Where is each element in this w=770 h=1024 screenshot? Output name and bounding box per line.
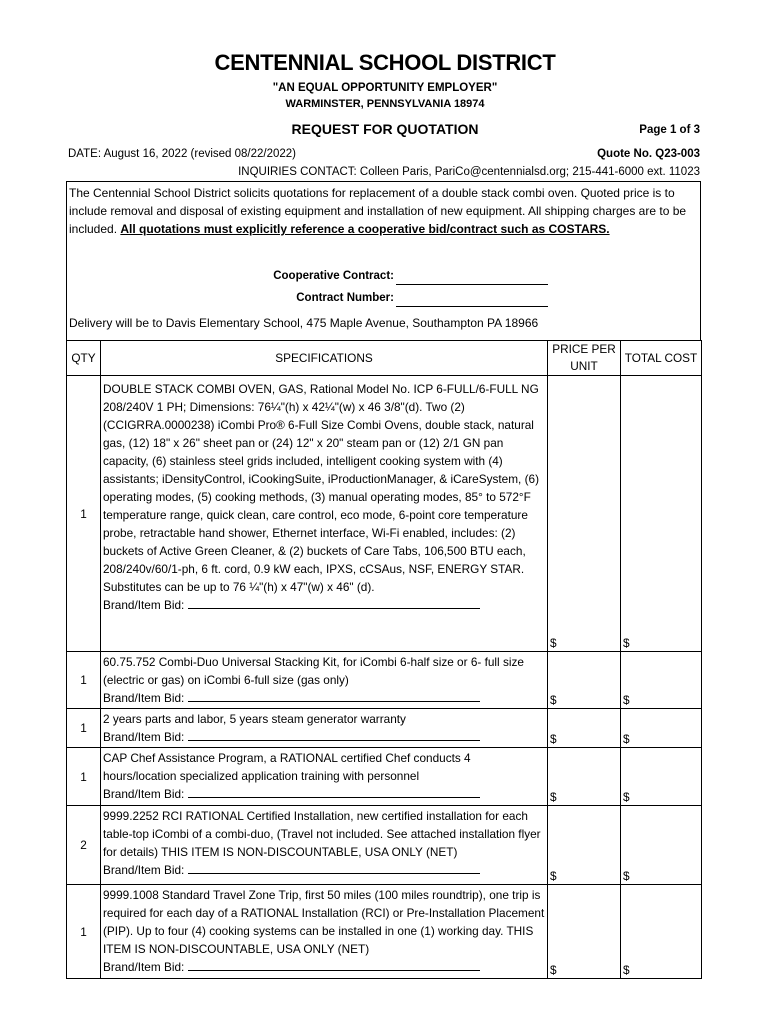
district-location: WARMINSTER, PENNSYLVANIA 18974 [285, 98, 485, 110]
specifications-table [66, 340, 702, 979]
total-cell[interactable]: $ [621, 709, 702, 748]
document-date: DATE: August 16, 2022 (revised 08/22/2022) [68, 148, 297, 160]
price-cell[interactable]: $ [548, 709, 621, 748]
row-spec-text: 9999.2252 RCI RATIONAL Certified Installation, new certified installation for each table-top iCombi of a combi-duo, (Travel not included. See attached installation flyer for details) THIS ITEM IS NON-DISCOUNTABLE, USA ONLY (NET) [103, 809, 541, 859]
brand-bid-row [103, 689, 545, 707]
row-qty: 1 [67, 652, 101, 709]
row-spec-text: DOUBLE STACK COMBI OVEN, GAS, Rational Model No. ICP 6-FULL/6-FULL NG 208/240V 1 PH; Dimensions: 76¼"(h) x 42¼"(w) x 46 3/8"(d). Two (2) (CCIGRRA.0000238) iCombi Pro® 6-Full Size Combi Ovens, double stack, natural gas, (12) 18" x 26" sheet pan or (24) 12" x 20" steam pan or (12) 2/1 GN pan capacity, (6) stainless steel grids included, intelligent cooking system with (4) assistants; iDensityControl, iCookingSuite, iProductionManager, & iCareSystem, (6) operating modes, (5) cooking methods, (3) manual operating modes, 85° to 572°F temperature range, quick clean, care control, eco mode, 6-point core temperature probe, retractable hand shower, Ethernet interface, Wi-Fi enabled, includes: (2) buckets of Active Green Cleaner, & (2) buckets of Care Tabs, 106,500 BTU each, 208/240v/60/1-ph, 6 ft. cord, 0.9 kW each, IPXS, cCSAus, NSF, ENERGY STAR. Substitutes can be up to 76 ¼"(h) x 47"(w) x 46" (d). [103, 382, 540, 594]
brand-bid-field[interactable] [188, 958, 480, 971]
total-cell[interactable]: $ [621, 748, 702, 806]
price-header: PRICE PER UNIT [548, 341, 621, 376]
table-row [67, 748, 702, 806]
price-cell[interactable]: $ [548, 885, 621, 979]
table-header-row [67, 341, 702, 376]
brand-bid-row [103, 596, 545, 614]
row-spec-text: 2 years parts and labor, 5 years steam generator warranty [103, 712, 406, 726]
brand-bid-label: Brand/Item Bid: [103, 691, 185, 705]
total-cell[interactable]: $ [621, 376, 702, 652]
page-indicator: Page 1 of 3 [639, 124, 700, 136]
row-spec [101, 376, 548, 652]
row-spec [101, 709, 548, 748]
table-row [67, 806, 702, 885]
intro-box [66, 181, 701, 341]
table-row [67, 885, 702, 979]
quote-number: Quote No. Q23-003 [597, 148, 700, 160]
table-row [67, 376, 702, 652]
row-qty: 1 [67, 376, 101, 652]
row-spec-text: CAP Chef Assistance Program, a RATIONAL certified Chef conducts 4 hours/location specialized application training with personnel [103, 751, 471, 783]
brand-bid-field[interactable] [188, 689, 480, 702]
row-spec [101, 652, 548, 709]
brand-bid-field[interactable] [188, 596, 480, 609]
row-spec [101, 885, 548, 979]
coop-contract-row [67, 270, 700, 288]
brand-bid-row [103, 785, 545, 803]
employer-tagline: "AN EQUAL OPPORTUNITY EMPLOYER" [272, 82, 498, 94]
intro-paragraph [69, 184, 697, 238]
total-header: TOTAL COST [621, 341, 702, 376]
coop-contract-field[interactable] [396, 270, 548, 285]
coop-contract-label: Cooperative Contract: [273, 270, 394, 282]
row-qty: 2 [67, 806, 101, 885]
price-cell[interactable]: $ [548, 748, 621, 806]
spec-header: SPECIFICATIONS [101, 341, 548, 376]
row-spec-text: 60.75.752 Combi-Duo Universal Stacking Kit, for iCombi 6-half size or 6- full size (electric or gas) on iCombi 6-full size (gas only) [103, 655, 524, 687]
qty-header: QTY [67, 341, 101, 376]
total-cell[interactable]: $ [621, 806, 702, 885]
contract-number-label: Contract Number: [296, 292, 394, 304]
brand-bid-label: Brand/Item Bid: [103, 730, 185, 744]
brand-bid-row [103, 958, 545, 976]
brand-bid-row [103, 728, 545, 746]
brand-bid-label: Brand/Item Bid: [103, 598, 185, 612]
delivery-note: Delivery will be to Davis Elementary School, 475 Maple Avenue, Southampton PA 18966 [69, 316, 539, 330]
brand-bid-field[interactable] [188, 861, 480, 874]
brand-bid-label: Brand/Item Bid: [103, 960, 185, 974]
row-qty: 1 [67, 885, 101, 979]
row-qty: 1 [67, 748, 101, 806]
brand-bid-field[interactable] [188, 728, 480, 741]
brand-bid-label: Brand/Item Bid: [103, 787, 185, 801]
brand-bid-row [103, 861, 545, 879]
document-title: REQUEST FOR QUOTATION [291, 121, 479, 137]
district-name: CENTENNIAL SCHOOL DISTRICT [214, 50, 556, 75]
table-row [67, 652, 702, 709]
price-cell[interactable]: $ [548, 806, 621, 885]
table-row [67, 709, 702, 748]
brand-bid-field[interactable] [188, 785, 480, 798]
contract-number-field[interactable] [396, 292, 548, 307]
price-cell[interactable]: $ [548, 376, 621, 652]
intro-text: The Centennial School District solicits quotations for replacement of a double stack combi oven. Quoted price is to include removal and disposal of existing equipment and installation of new equipment. All shipping charges are to be included. [69, 186, 687, 236]
row-qty: 1 [67, 709, 101, 748]
price-cell[interactable]: $ [548, 652, 621, 709]
contract-number-row [67, 292, 700, 310]
row-spec [101, 806, 548, 885]
brand-bid-label: Brand/Item Bid: [103, 863, 185, 877]
total-cell[interactable]: $ [621, 885, 702, 979]
total-cell[interactable]: $ [621, 652, 702, 709]
row-spec [101, 748, 548, 806]
intro-emphasis: All quotations must explicitly reference a cooperative bid/contract such as COSTARS. [120, 222, 610, 236]
inquiries-contact: INQUIRIES CONTACT: Colleen Paris, PariCo@centennialsd.org; 215-441-6000 ext. 11023 [238, 166, 700, 178]
row-spec-text: 9999.1008 Standard Travel Zone Trip, first 50 miles (100 miles roundtrip), one trip is required for each day of a RATIONAL Installation (RCI) or Pre-Installation Placement (PIP). Up to four (4) cooking systems can be installed in one (1) working day. THIS ITEM IS NON-DISCOUNTABLE, USA ONLY (NET) [103, 888, 545, 956]
